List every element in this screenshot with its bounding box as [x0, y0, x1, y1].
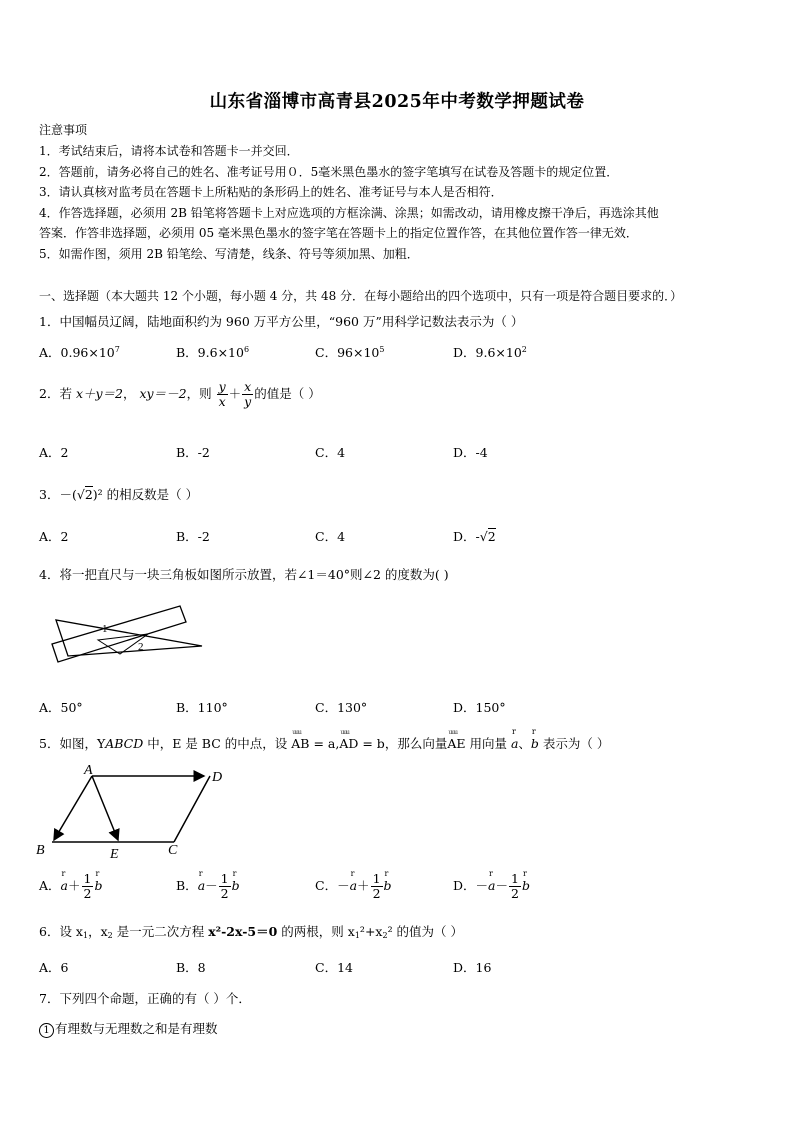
question-2-stem: 2．若 x＋y＝2， xy＝－2，则 $\frac{y}{x}$ ＋ $\frac{x}{y}$ 的值是（ ）: [39, 379, 321, 409]
question-6-stem: 6．设 $x_1$，$x_2$ 是一元二次方程 x²-2x-5＝0 的两根，则 $x_1^2+x_2^2$ 的值为（ ）: [39, 924, 464, 940]
notice-item: 1．考试结束后，请将本试卷和答题卡一并交回．: [39, 144, 299, 158]
fraction-y-over-x: $\frac{y}{x}$: [218, 379, 226, 409]
segment-cd: [174, 776, 210, 842]
notice-item: 3．请认真核对监考员在答题卡上所粘贴的条形码上的姓名、准考证号与本人是否相符．: [39, 185, 503, 199]
sqrt-sign: √: [76, 487, 85, 502]
question-7-stem: 7．下列四个命题，正确的有（ ）个．: [39, 991, 251, 1006]
question-3-stem: 3．－(√2)² 的相反数是（ ）: [39, 487, 199, 502]
q7-statement-1: 1 有理数与无理数之和是有理数: [39, 1019, 218, 1038]
point-b: B: [36, 843, 45, 858]
question-1-stem: 1．中国幅员辽阔，陆地面积约为 960 万平方公里，“960 万”用科学记数法表示为（ ）: [39, 314, 524, 329]
question-4-stem: 4．将一把直尺与一块三角板如图所示放置，若∠1＝40°则∠2 的度数为( ): [39, 567, 449, 582]
fraction-x-over-y: $\frac{x}{y}$: [244, 379, 252, 409]
q1-option-b: B．$9.6\times 10^6$: [176, 345, 250, 360]
angle-label-1: 1: [102, 623, 108, 635]
q2-option-a: A．2: [39, 445, 69, 460]
notice-heading: 注意事项: [39, 123, 88, 137]
q4-option-a: A．50°: [39, 700, 83, 715]
q6-option-b: B．8: [176, 960, 206, 975]
q4-option-d: D．150°: [453, 700, 506, 715]
q5-option-d: D．－r a－ $\frac{1}{2}$ r b: [453, 872, 530, 901]
angle-label-2: 2: [138, 641, 144, 653]
q3-option-d: D．-√2: [453, 529, 496, 544]
notice-item: 4．作答选择题，必须用 2B 铅笔将答题卡上对应选项的方框涂满、涂黑；如需改动，请用橡皮擦干净后，再选涂其他: [39, 206, 659, 220]
question-5-stem: 5．如图，YABCD 中，E 是 BC 的中点，设 uuu AB = a,uuu AD = b，那么向量uuu AE 用向量 r a、r b 表示为（ ）: [39, 734, 609, 752]
q1-option-c: C．$96\times 10^5$: [315, 345, 385, 360]
q3-option-a: A．2: [39, 529, 69, 544]
vector-ae: [92, 776, 118, 840]
q5-option-b: B．r a－ $\frac{1}{2}$ r b: [176, 872, 240, 901]
point-a: A: [84, 763, 93, 778]
point-c: C: [168, 843, 178, 858]
q6-option-d: D．16: [453, 960, 492, 975]
q6-option-c: C．14: [315, 960, 353, 975]
q1-option-a: A．$0.96\times 10^7$: [39, 345, 120, 360]
notice-item: 5．如需作图，须用 2B 铅笔绘、写清楚，线条、符号等须加黑、加粗．: [39, 247, 419, 261]
q3-option-b: B．-2: [176, 529, 210, 544]
circled-number: 1: [39, 1023, 54, 1038]
q3-option-c: C．4: [315, 529, 346, 544]
parallelogram-figure: [34, 762, 234, 862]
point-e: E: [110, 847, 119, 862]
parallelogram-symbol: Y: [96, 736, 106, 751]
q4-option-b: B．110°: [176, 700, 228, 715]
notice-item: 答案．作答非选择题，必须用 05 毫米黑色墨水的签字笔在答题卡上的指定位置作答，在其他位置作答一律无效．: [39, 226, 638, 240]
q6-option-a: A．6: [39, 960, 69, 975]
point-d: D: [212, 770, 223, 785]
vector-ab: [54, 776, 92, 840]
section-heading: 一、选择题（本大题共 12 个小题，每小题 4 分，共 48 分．在每小题给出的四个选项中，只有一项是符合题目要求的．）: [39, 289, 683, 303]
set-square-outer: [56, 620, 202, 656]
page-title: 山东省淄博市高青县2025年中考数学押题试卷: [209, 92, 585, 112]
q4-option-c: C．130°: [315, 700, 368, 715]
q2-option-c: C．4: [315, 445, 346, 460]
notice-item: 2．答题前，请务必将自己的姓名、准考证号用０．5毫米黑色墨水的签字笔填写在试卷及答题卡的规定位置．: [39, 165, 619, 179]
q2-option-d: D．-4: [453, 445, 488, 460]
ruler-triangle-figure: [48, 598, 208, 678]
q2-option-b: B．-2: [176, 445, 210, 460]
q5-option-c: C．－r a＋ $\frac{1}{2}$ r b: [315, 872, 392, 901]
q1-option-d: D．$9.6\times 10^2$: [453, 345, 527, 360]
q5-option-a: A．r a＋ $\frac{1}{2}$ r b: [39, 872, 102, 901]
